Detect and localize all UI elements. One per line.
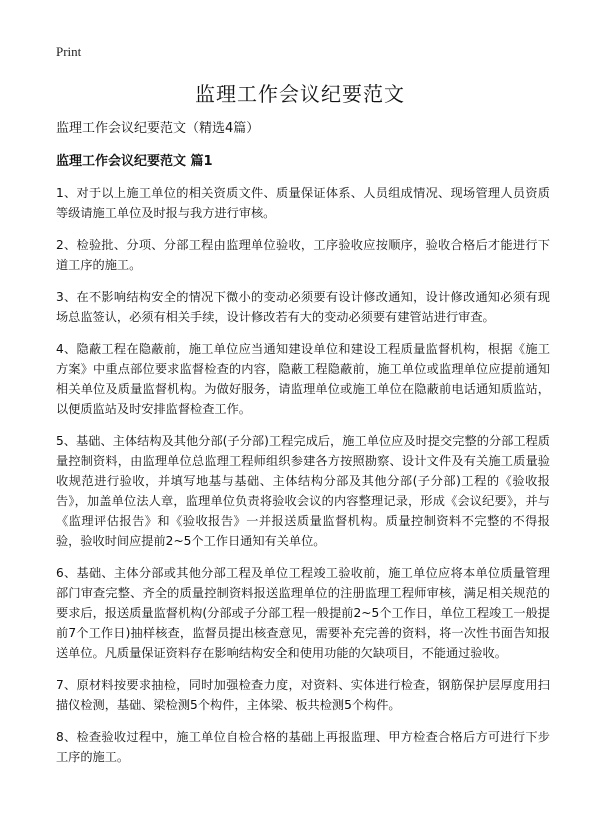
paragraph-4: 4、隐蔽工程在隐蔽前，施工单位应当通知建设单位和建设工程质量监督机构，根据《施工方案》中重点部位要求监督检查的内容，隐蔽工程隐蔽前，施工单位或监理单位应提前通知相关单位及质量监督机构。为做好服务，请监理单位或施工单位在隐蔽前电话通知质监站，以便质监站及时安排监督检查工作。	[56, 342, 550, 416]
print-link[interactable]: Print	[56, 44, 82, 59]
paragraph-3: 3、在不影响结构安全的情况下微小的变动必须要有设计修改通知，设计修改通知必须有现场总监签认，必须有相关手续，设计修改若有大的变动必须要有建管站进行审查。	[56, 290, 550, 324]
paragraph-6: 6、基础、主体分部或其他分部工程及单位工程竣工验收前，施工单位应将本单位质量管理部门审查完整、齐全的质量控制资料报送监理单位的注册监理工程师审核，满足相关规范的要求后，报送质量监督机构(分部或子分部工程一般提前2~5个工作日，单位工程竣工一般提前7个工作日)抽样核查，监督员提出核查意见，需要补充完善的资料，将一次性书面告知报送单位。凡质量保证资料存在影响结构安全和使用功能的欠缺项目，不能通过验收。	[56, 566, 550, 660]
section-heading: 监理工作会议纪要范文 篇1	[56, 154, 213, 169]
paragraph-5: 5、基础、主体结构及其他分部(子分部)工程完成后，施工单位应及时提交完整的分部工程质量控制资料，由监理单位总监理工程师组织参建各方按照勘察、设计文件及有关施工质量验收规范进行验收，并填写地基与基础、主体结构分部及其他分部(子分部)工程的《验收报告》，加盖单位法人章，监理单位负责将验收会议的内容整理记录，形成《会议纪要》，并与《监理评估报告》和《验收报告》一并报送质量监督机构。质量控制资料不完整的不得报验，验收时间应提前2~5个工作日通知有关单位。	[56, 434, 550, 548]
paragraph-7: 7、原材料按要求抽检，同时加强检查力度，对资料、实体进行检查，钢筋保护层厚度用扫描仪检测，基础、梁检测5个构件，主体梁、板共检测5个构件。	[56, 678, 550, 712]
paragraph-2: 2、检验批、分项、分部工程由监理单位验收，工序验收应按顺序，验收合格后才能进行下道工序的施工。	[56, 238, 550, 272]
paragraph-8: 8、检查验收过程中，施工单位自检合格的基础上再报监理、甲方检查合格后方可进行下步工序的施工。	[56, 730, 550, 764]
paragraph-1: 1、对于以上施工单位的相关资质文件、质量保证体系、人员组成情况、现场管理人员资质等级请施工单位及时报与我方进行审核。	[56, 186, 550, 220]
document-title: 监理工作会议纪要范文	[195, 82, 405, 106]
document-subtitle: 监理工作会议纪要范文（精选4篇）	[56, 121, 260, 136]
document-body	[56, 120, 550, 779]
